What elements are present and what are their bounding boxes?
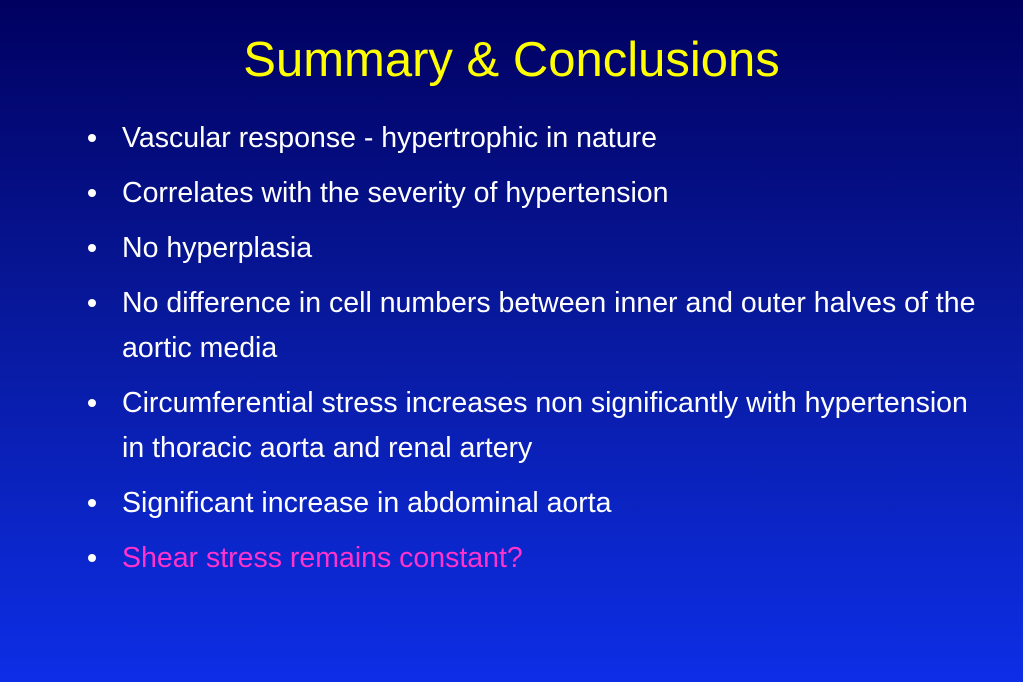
bullet-text: Significant increase in abdominal aorta (122, 487, 612, 519)
bullet-item-correlates (86, 171, 986, 216)
bullet-icon (88, 399, 96, 407)
bullet-icon (88, 244, 96, 252)
slide-title: Summary & Conclusions (243, 33, 780, 87)
bullet-item-no-hyperplasia (86, 226, 986, 271)
bullet-text: Vascular response - hypertrophic in nature (122, 122, 657, 154)
bullet-text: Shear stress remains constant? (122, 542, 523, 574)
bullet-icon (88, 134, 96, 142)
bullet-item-shear-stress (86, 536, 986, 581)
bullet-item-vascular-response (86, 116, 986, 161)
bullet-item-cell-numbers (86, 281, 986, 371)
bullet-text: Circumferential stress increases non significantly with hypertension in thoracic aorta and renal artery (122, 387, 968, 464)
bullet-icon (88, 299, 96, 307)
bullet-item-abdominal-aorta (86, 481, 986, 526)
bullet-icon (88, 189, 96, 197)
bullet-item-circumferential-stress (86, 381, 986, 471)
bullet-icon (88, 554, 96, 562)
bullet-icon (88, 499, 96, 507)
bullet-text: No difference in cell numbers between inner and outer halves of the aortic media (122, 287, 976, 364)
bullet-text: No hyperplasia (122, 232, 313, 264)
bullet-text: Correlates with the severity of hypertension (122, 177, 669, 209)
bullet-list (86, 116, 986, 591)
